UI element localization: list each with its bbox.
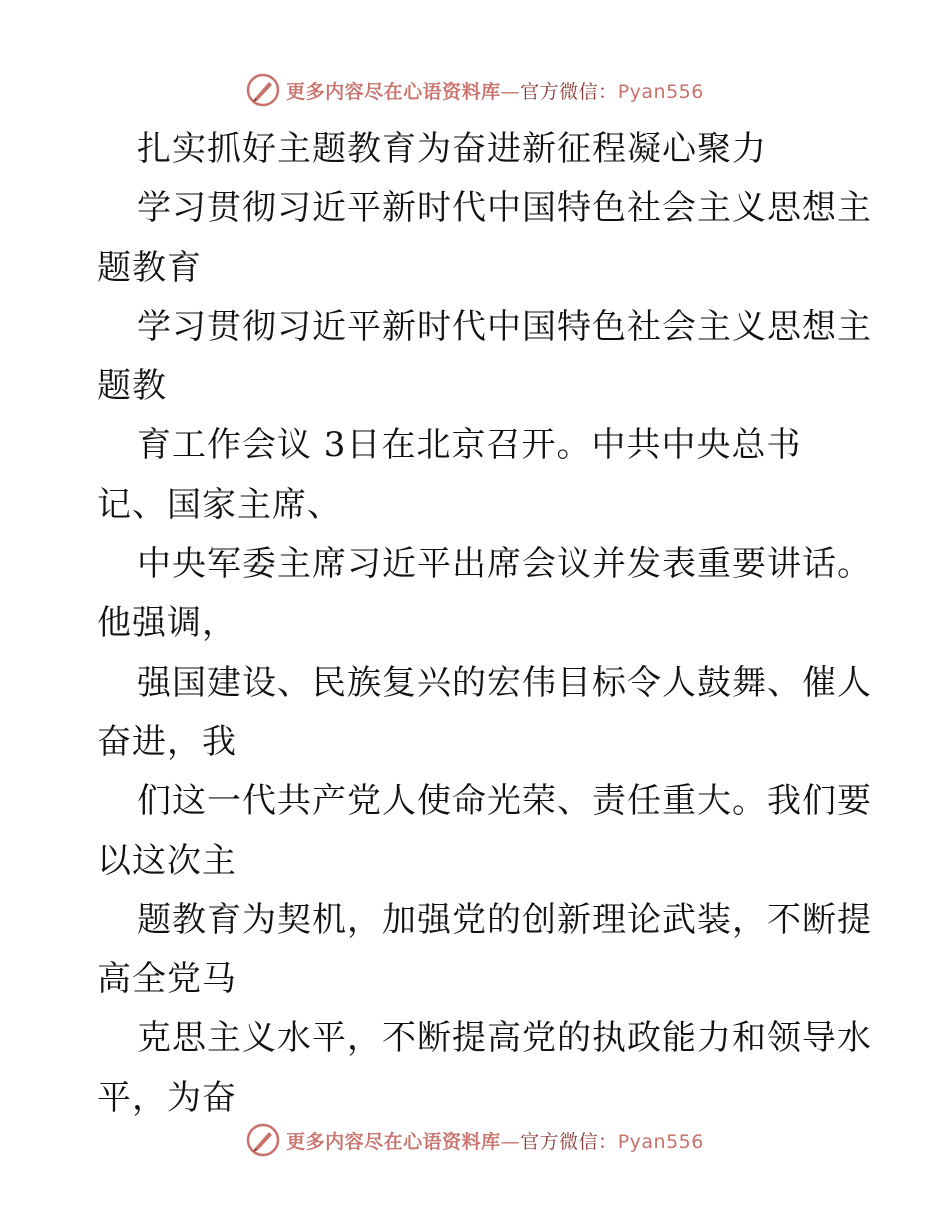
body-line: 题教 [97,366,167,407]
body-line: 克思主义水平，不断提高党的执政能力和领导水 [137,1018,872,1059]
banner-brand: 更多内容尽在心语资料库 [286,1130,501,1153]
body-line: 奋进，我 [97,721,237,762]
banner-brand: 更多内容尽在心语资料库 [286,80,501,103]
body-line: 题教育 [97,247,202,288]
banner-dash: — [500,1130,521,1153]
body-line: 高全党马 [97,959,237,1000]
quill-pen-icon [246,1123,280,1157]
body-line: 题教育为契机，加强党的创新理论武装，不断提 [137,899,872,940]
body-line: 育工作会议 3日在北京召开。中共中央总书 [137,425,802,466]
body-line: 他强调， [97,603,237,644]
banner-wechat-id: Pyan556 [617,80,704,103]
body-line: 学习贯彻习近平新时代中国特色社会主义思想主 [137,306,872,347]
banner-dash: — [500,80,521,103]
document-body [97,120,872,1128]
body-line: 们这一代共产党人使命光荣、责任重大。我们要 [137,781,872,822]
body-line: 以这次主 [97,840,237,881]
document-title: 扎实抓好主题教育为奋进新征程凝心聚力 [137,129,767,169]
body-line: 记、国家主席、 [97,484,342,525]
banner-text [286,1127,704,1154]
body-line: 强国建设、民族复兴的宏伟目标令人鼓舞、催人 [137,662,872,703]
body-line: 平，为奋 [97,1077,237,1118]
quill-pen-icon [246,73,280,107]
banner-wechat-id: Pyan556 [617,1130,704,1153]
banner-text [286,77,704,104]
body-line: 学习贯彻习近平新时代中国特色社会主义思想主 [137,188,872,229]
header-banner [0,70,950,110]
banner-label: 官方微信： [520,80,618,103]
body-line: 中央军委主席习近平出席会议并发表重要讲话。 [137,544,872,585]
footer-banner [0,1120,950,1160]
banner-label: 官方微信： [520,1130,618,1153]
